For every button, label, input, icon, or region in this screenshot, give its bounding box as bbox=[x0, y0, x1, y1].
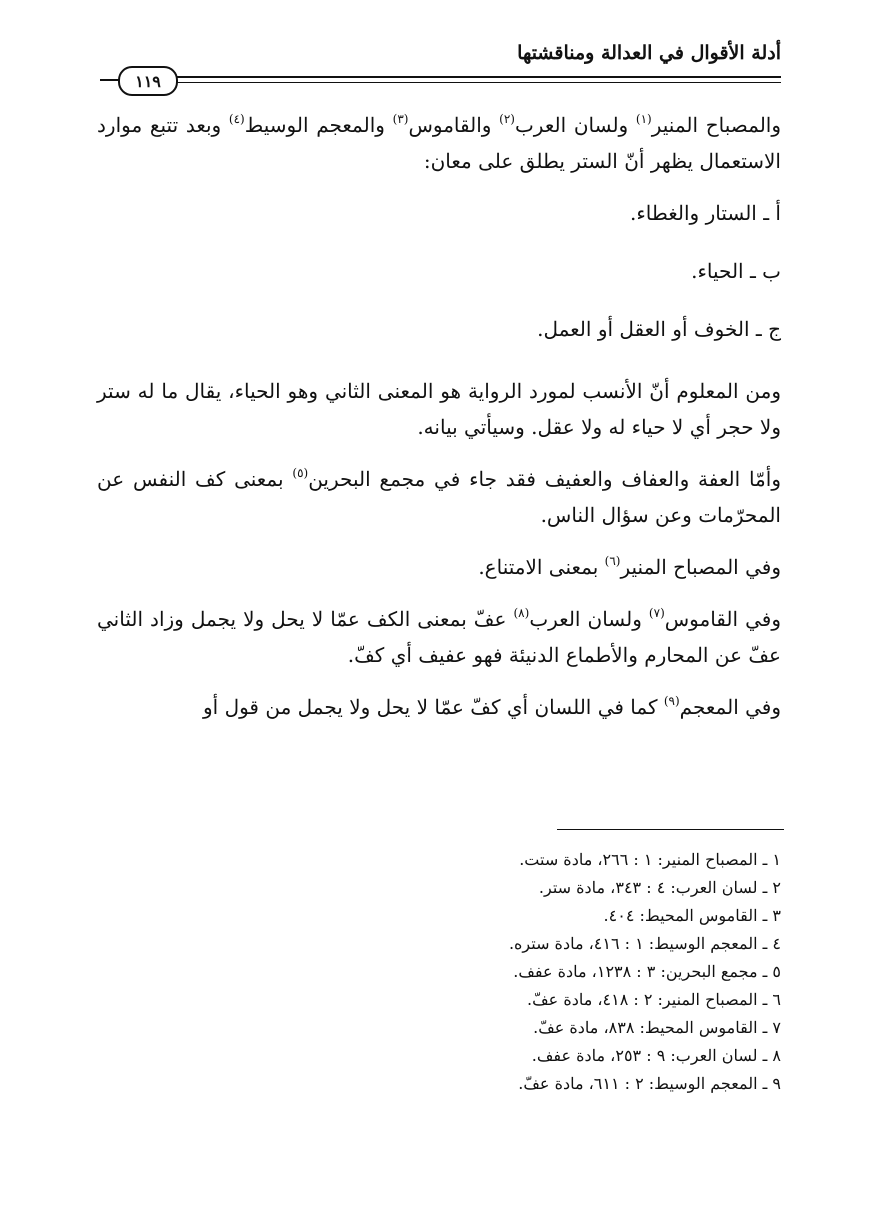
text-run: والقاموس bbox=[408, 113, 500, 137]
header-rule-top bbox=[170, 76, 781, 78]
text-run: والمصباح المنير bbox=[651, 113, 782, 137]
paragraph-2: ومن المعلوم أنّ الأنسب لمورد الرواية هو المعنى الثاني وهو الحياء، يقال ما له ستر ولا حجر أي لا حياء له ولا عقل. وسيأتي بيانه. bbox=[97, 379, 781, 439]
footnote-1: ١ ـ المصباح المنير: ١ : ٢٦٦، مادة ستت. bbox=[519, 850, 781, 869]
list-item-c: ج ـ الخوف أو العقل أو العمل. bbox=[537, 317, 781, 341]
paragraph-6 bbox=[97, 689, 781, 725]
footnote-separator bbox=[557, 829, 784, 830]
footnote-2: ٢ ـ لسان العرب: ٤ : ٣٤٣، مادة ستر. bbox=[538, 878, 781, 897]
footnote-ref: (٨) bbox=[513, 606, 530, 620]
text-run: وفي القاموس bbox=[664, 607, 781, 631]
paragraph-5 bbox=[97, 601, 781, 673]
text-run: بمعنى الامتناع. bbox=[478, 555, 605, 579]
paragraph-4 bbox=[97, 549, 781, 585]
text-run: والمعجم الوسيط bbox=[244, 113, 393, 137]
list-item-a: أ ـ الستار والغطاء. bbox=[630, 201, 781, 225]
footnote-ref: (١) bbox=[635, 112, 652, 126]
footnote-3: ٣ ـ القاموس المحيط: ٤٠٤. bbox=[603, 906, 781, 925]
footnote-ref: (٧) bbox=[648, 606, 665, 620]
footnote-9: ٩ ـ المعجم الوسيط: ٢ : ٦١١، مادة عفّ. bbox=[518, 1074, 781, 1093]
paragraph-3 bbox=[97, 461, 781, 533]
header-rule-left bbox=[100, 79, 120, 81]
header-rule-bottom bbox=[170, 82, 781, 83]
text-run: ولسان العرب bbox=[514, 113, 636, 137]
footnote-6: ٦ ـ المصباح المنير: ٢ : ٤١٨، مادة عفّ. bbox=[527, 990, 781, 1009]
footnote-ref: (٩) bbox=[663, 694, 680, 708]
footnote-ref: (٥) bbox=[292, 466, 309, 480]
paragraph-1 bbox=[97, 107, 781, 179]
text-run: وبعد تتبع موارد الاستعمال يظهر أنّ الستر يطلق على معان: bbox=[97, 113, 781, 173]
body-text bbox=[97, 107, 781, 741]
running-title: أدلة الأقوال في العدالة ومناقشتها bbox=[517, 42, 781, 64]
footnote-ref: (٢) bbox=[499, 112, 515, 126]
footnote-4: ٤ ـ المعجم الوسيط: ١ : ٤١٦، مادة ستره. bbox=[508, 934, 781, 953]
footnote-ref: (٤) bbox=[228, 112, 245, 126]
text-run: بمعنى كف النفس عن المحرّمات وعن سؤال الناس. bbox=[97, 467, 781, 527]
footnote-8: ٨ ـ لسان العرب: ٩ : ٢٥٣، مادة عفف. bbox=[531, 1046, 781, 1065]
text-run: وأمّا العفة والعفاف والعفيف فقد جاء في مجمع البحرين bbox=[308, 467, 781, 491]
list-item-b: ب ـ الحياء. bbox=[691, 259, 781, 283]
text-run: عفّ بمعنى الكف عمّا لا يحل ولا يجمل وزاد الثاني عفّ عن المحارم والأطماع الدنيئة فهو عفيف أي كفّ. bbox=[97, 607, 781, 667]
page-number: ١١٩ bbox=[118, 66, 178, 96]
footnote-7: ٧ ـ القاموس المحيط: ٨٣٨، مادة عفّ. bbox=[533, 1018, 781, 1037]
text-run: ولسان العرب bbox=[529, 607, 649, 631]
footnote-5: ٥ ـ مجمع البحرين: ٣ : ١٢٣٨، مادة عفف. bbox=[513, 962, 781, 981]
text-run: كما في اللسان أي كفّ عمّا لا يحل ولا يجمل من قول أو bbox=[203, 695, 664, 719]
footnote-ref: (٦) bbox=[604, 554, 621, 568]
footnote-ref: (٣) bbox=[392, 112, 409, 126]
footnotes bbox=[221, 846, 781, 1098]
text-run: وفي المعجم bbox=[679, 695, 781, 719]
text-run: وفي المصباح المنير bbox=[620, 555, 781, 579]
